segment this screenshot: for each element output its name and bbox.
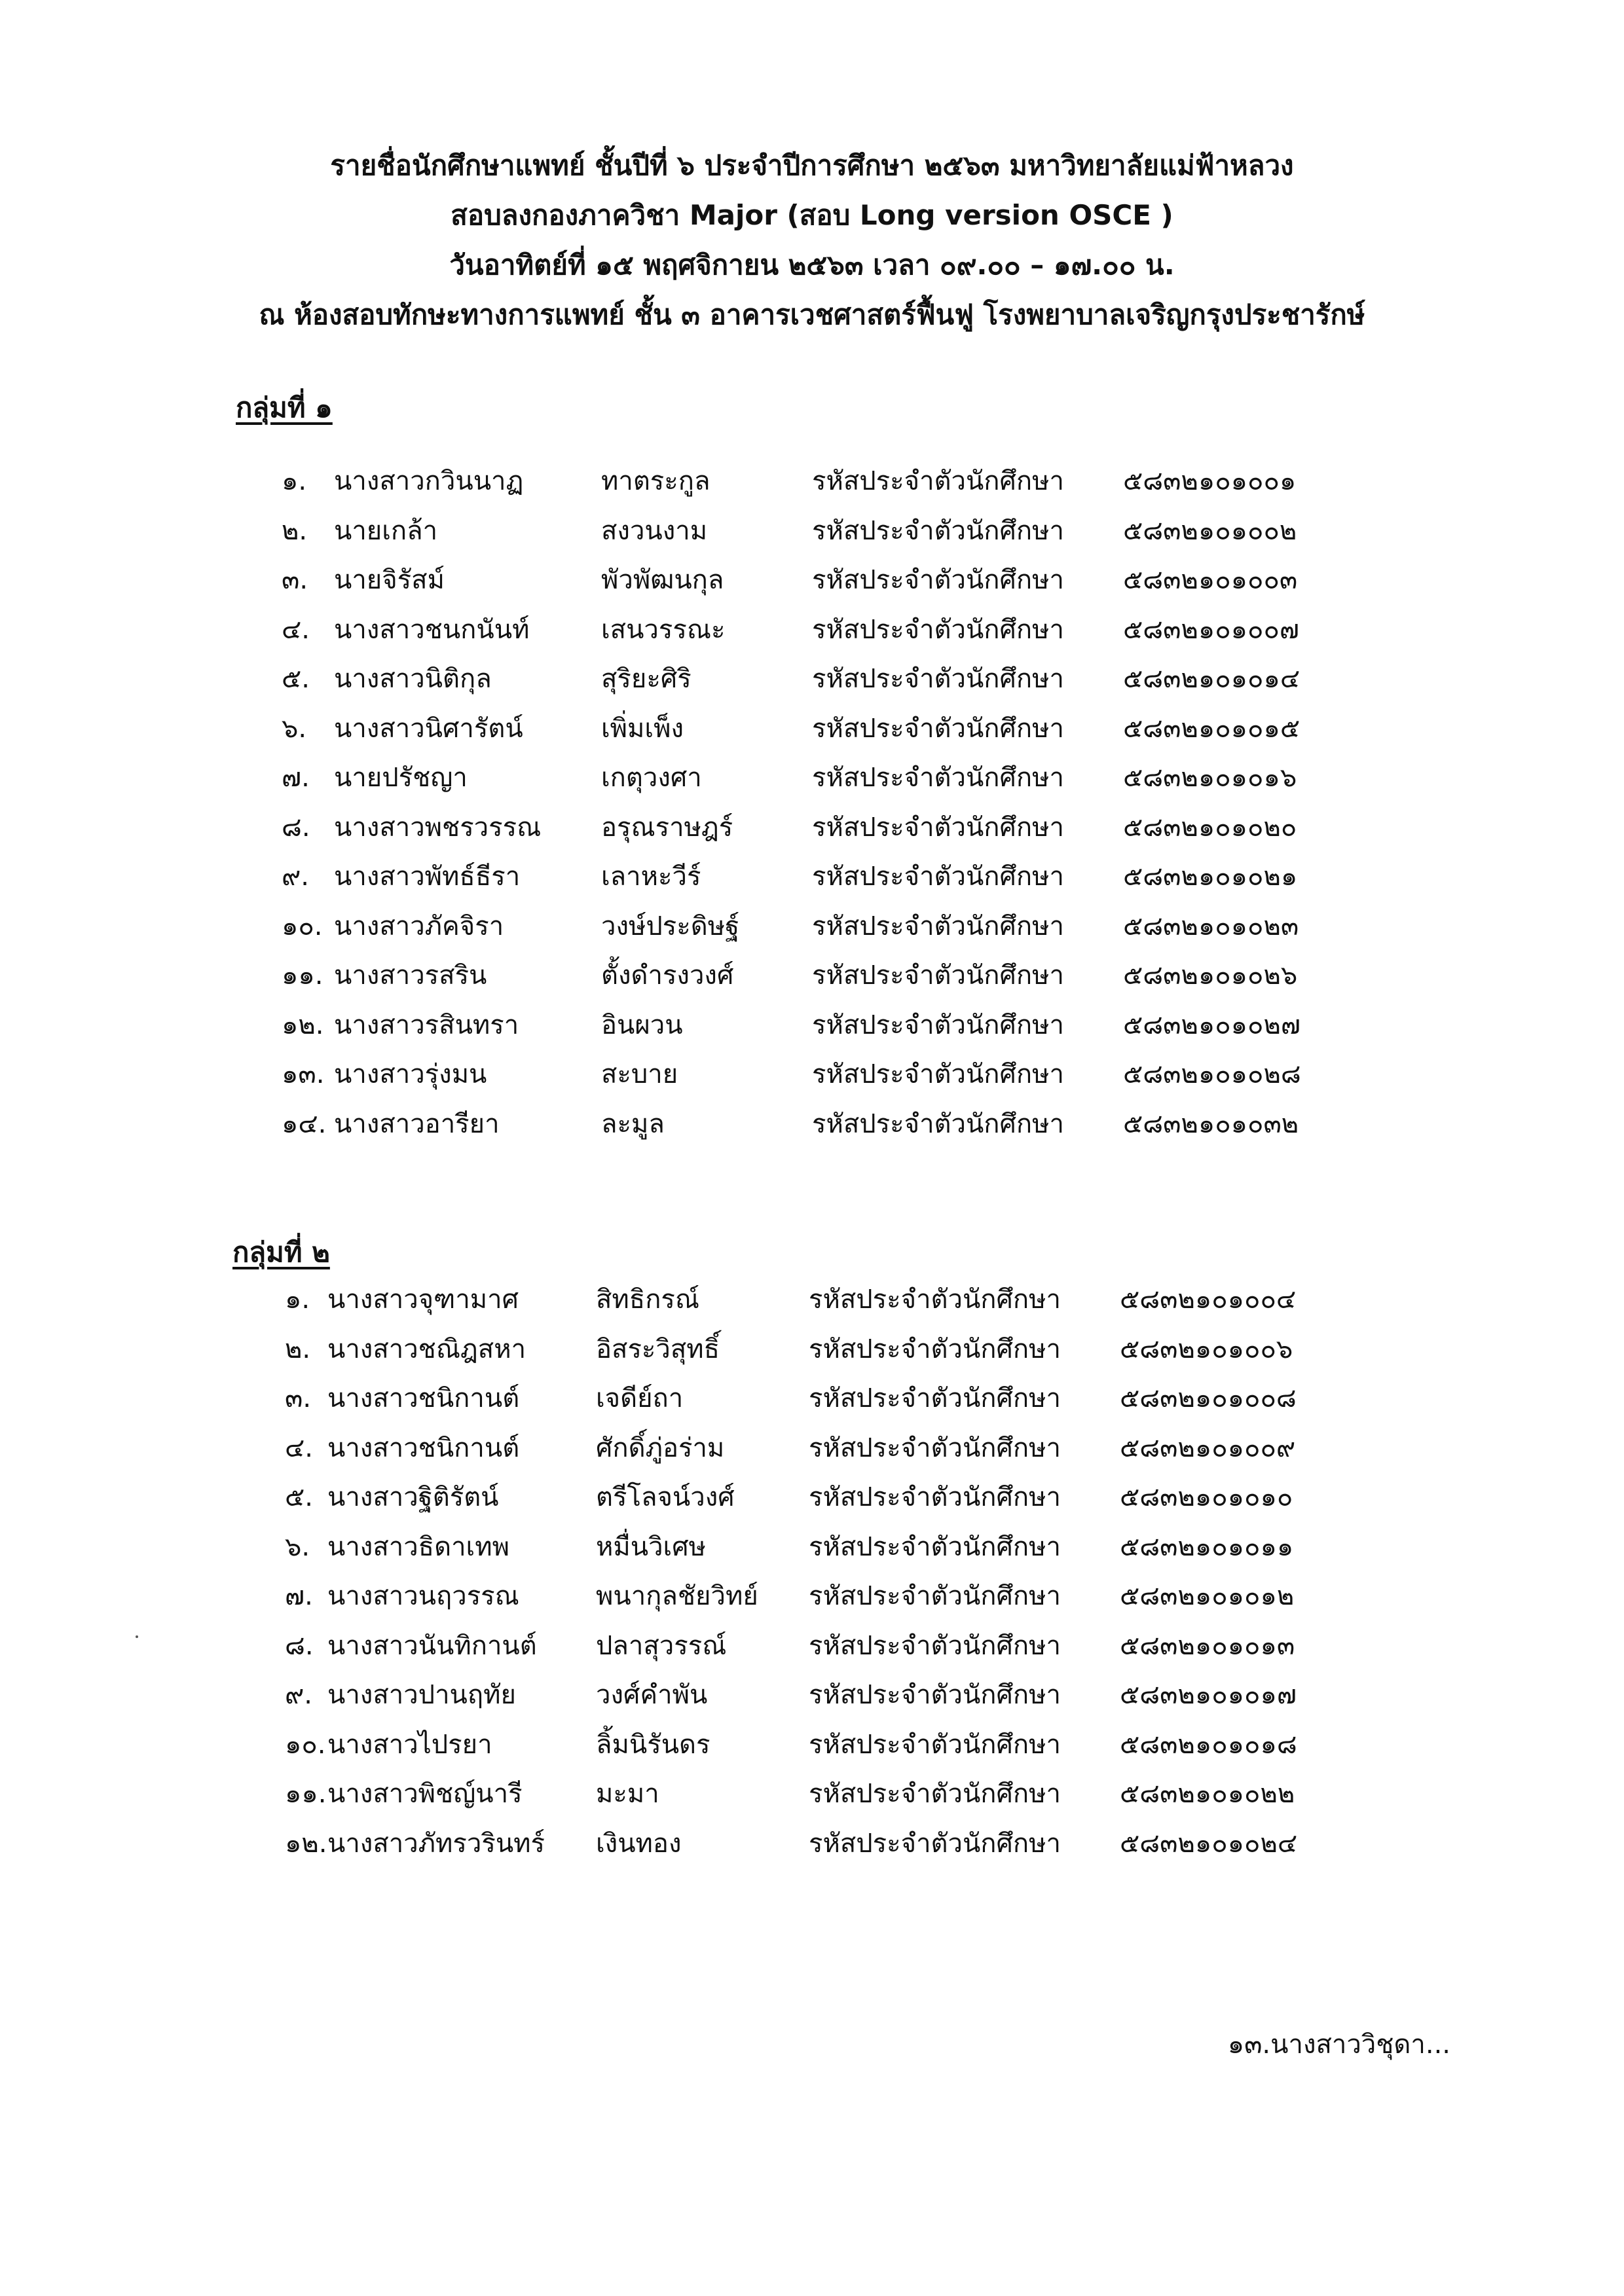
student-row — [0, 1527, 1624, 1577]
student-row — [0, 1675, 1624, 1725]
student-id-label: รหัสประจำตัวนักศึกษา — [809, 1432, 1061, 1463]
student-row — [0, 808, 1624, 858]
student-id-label: รหัสประจำตัวนักศึกษา — [812, 713, 1064, 744]
student-id-label: รหัสประจำตัวนักศึกษา — [809, 1334, 1061, 1364]
student-id-label: รหัสประจำตัวนักศึกษา — [812, 466, 1064, 496]
student-surname: ปลาสุวรรณ์ — [596, 1630, 727, 1661]
student-surname: เงินทอง — [596, 1828, 682, 1859]
row-number: ๑๐. — [282, 911, 323, 941]
row-number: ๗. — [285, 1581, 313, 1611]
row-number: ๕. — [282, 664, 310, 694]
student-row — [0, 956, 1624, 1006]
student-surname: พัวพัฒนกุล — [601, 565, 724, 595]
row-number: ๒. — [285, 1334, 311, 1364]
student-id-label: รหัสประจำตัวนักศึกษา — [809, 1531, 1061, 1562]
row-number: ๒. — [282, 515, 308, 546]
student-surname: มะมา — [596, 1779, 659, 1809]
student-name: นางสาวนันทิกานต์ — [327, 1630, 537, 1661]
student-row — [0, 1006, 1624, 1055]
header-date-line: วันอาทิตย์ที่ ๑๕ พฤศจิกายน ๒๕๖๓ เวลา ๐๙.๐๐ – ๑๗.๐๐ น. — [449, 249, 1175, 281]
student-id: ๕๘๓๒๑๐๑๐๒๐ — [1123, 812, 1297, 843]
student-surname: อรุณราษฎร์ — [601, 812, 733, 843]
row-number: ๖. — [282, 713, 307, 744]
student-name: นางสาวชนิกานต์ — [327, 1383, 520, 1413]
student-id: ๕๘๓๒๑๐๑๐๐๖ — [1120, 1334, 1293, 1364]
scan-speck — [136, 1635, 138, 1638]
student-id-label: รหัสประจำตัวนักศึกษา — [812, 1108, 1064, 1139]
row-number: ๔. — [282, 614, 310, 645]
student-surname: เสนวรรณะ — [601, 614, 726, 645]
student-id-label: รหัสประจำตัวนักศึกษา — [812, 960, 1064, 991]
student-id-label: รหัสประจำตัวนักศึกษา — [809, 1680, 1061, 1710]
student-row — [0, 1824, 1624, 1874]
student-id: ๕๘๓๒๑๐๑๐๒๖ — [1123, 960, 1298, 991]
student-row — [0, 560, 1624, 610]
student-name: นางสาวภัคจิรา — [334, 911, 504, 941]
row-number: ๑. — [285, 1285, 310, 1315]
student-name: นางสาวปานฤทัย — [327, 1680, 516, 1710]
student-row — [0, 1725, 1624, 1775]
student-id: ๕๘๓๒๑๐๑๐๒๗ — [1123, 1010, 1301, 1040]
student-name: นายปรัชญา — [334, 763, 468, 793]
student-id-label: รหัสประจำตัวนักศึกษา — [809, 1482, 1061, 1512]
student-surname: วงศ์คำพัน — [596, 1680, 708, 1710]
row-number: ๗. — [282, 763, 310, 793]
header-title-line-1: รายชื่อนักศึกษาแพทย์ ชั้นปีที่ ๖ ประจำปีการศึกษา ๒๕๖๓ มหาวิทยาลัยแม่ฟ้าหลวง — [330, 149, 1294, 181]
student-id: ๕๘๓๒๑๐๑๐๑๐ — [1120, 1482, 1293, 1512]
student-surname: ตั้งดำรงวงศ์ — [601, 960, 734, 991]
student-name: นางสาวนฤวรรณ — [327, 1581, 519, 1611]
student-id-label: รหัสประจำตัวนักศึกษา — [812, 614, 1064, 645]
student-surname: เพิ่มเพ็ง — [601, 713, 684, 744]
student-surname: หมื่นวิเศษ — [596, 1531, 706, 1562]
student-id-label: รหัสประจำตัวนักศึกษา — [809, 1581, 1061, 1611]
student-surname: เลาหะวีร์ — [601, 862, 701, 892]
student-row — [0, 1478, 1624, 1527]
student-surname: สุริยะศิริ — [601, 664, 692, 694]
student-name: นางสาวรสริน — [334, 960, 487, 991]
student-id-label: รหัสประจำตัวนักศึกษา — [812, 911, 1064, 941]
student-row — [0, 1576, 1624, 1626]
student-name: นางสาวฐิติรัตน์ — [327, 1482, 499, 1512]
student-id-label: รหัสประจำตัวนักศึกษา — [812, 862, 1064, 892]
student-id: ๕๘๓๒๑๐๑๐๐๔ — [1120, 1285, 1297, 1315]
student-id: ๕๘๓๒๑๐๑๐๑๓ — [1120, 1630, 1295, 1661]
student-name: นางสาวรุ่งมน — [334, 1059, 487, 1089]
student-id: ๕๘๓๒๑๐๑๐๐๗ — [1123, 614, 1299, 645]
student-name: นางสาวนิศารัตน์ — [334, 713, 523, 744]
student-name: นางสาวพิชญ์นารี — [327, 1779, 523, 1809]
student-id-label: รหัสประจำตัวนักศึกษา — [809, 1779, 1061, 1809]
row-number: ๕. — [285, 1482, 313, 1512]
student-id: ๕๘๓๒๑๐๑๐๒๓ — [1123, 911, 1299, 941]
student-row — [0, 1626, 1624, 1676]
student-surname: ลิ้มนิรันดร — [596, 1729, 710, 1760]
group-2-title: กลุ่มที่ ๒ — [232, 1236, 330, 1268]
continuation-note: ๑๓.นางสาววิชุดา... — [1227, 2030, 1450, 2060]
student-surname: อินผวน — [601, 1010, 683, 1040]
student-surname: อิสระวิสุทธิ์ — [596, 1334, 720, 1364]
row-number: ๑๓. — [282, 1059, 325, 1089]
student-name: นายจิรัสม์ — [334, 565, 445, 595]
student-surname: เจดีย์ถา — [596, 1383, 684, 1413]
student-name: นางสาวชนิกานต์ — [327, 1432, 520, 1463]
student-id: ๕๘๓๒๑๐๑๐๑๕ — [1123, 713, 1301, 744]
student-name: นางสาวพชรวรรณ — [334, 812, 542, 843]
student-id-label: รหัสประจำตัวนักศึกษา — [809, 1729, 1061, 1760]
student-id: ๕๘๓๒๑๐๑๐๐๑ — [1123, 466, 1297, 496]
student-row — [0, 1055, 1624, 1104]
student-name: นางสาวธิดาเทพ — [327, 1531, 509, 1562]
student-id-label: รหัสประจำตัวนักศึกษา — [812, 763, 1064, 793]
student-id: ๕๘๓๒๑๐๑๐๒๑ — [1123, 862, 1298, 892]
row-number: ๑๑. — [285, 1779, 327, 1809]
student-name: นางสาวรสินทรา — [334, 1010, 519, 1040]
student-name: นางสาวจุฑามาศ — [327, 1285, 519, 1315]
student-surname: ทาตระกูล — [601, 466, 710, 496]
student-surname: ละมูล — [601, 1108, 665, 1139]
student-row — [0, 1774, 1624, 1824]
student-id: ๕๘๓๒๑๐๑๐๐๒ — [1123, 515, 1297, 546]
student-id-label: รหัสประจำตัวนักศึกษา — [812, 565, 1064, 595]
student-surname: ศักดิ์ภู่อร่าม — [596, 1432, 725, 1463]
student-row — [0, 907, 1624, 957]
student-id: ๕๘๓๒๑๐๑๐๑๑ — [1120, 1531, 1294, 1562]
student-surname: สิทธิกรณ์ — [596, 1285, 700, 1315]
student-id-label: รหัสประจำตัวนักศึกษา — [812, 664, 1064, 694]
student-id: ๕๘๓๒๑๐๑๐๑๘ — [1120, 1729, 1297, 1760]
student-row — [0, 1379, 1624, 1429]
student-id-label: รหัสประจำตัวนักศึกษา — [812, 812, 1064, 843]
student-row — [0, 659, 1624, 709]
student-id: ๕๘๓๒๑๐๑๐๐๘ — [1120, 1383, 1297, 1413]
student-row — [0, 462, 1624, 511]
student-id-label: รหัสประจำตัวนักศึกษา — [809, 1383, 1061, 1413]
student-surname: เกตุวงศา — [601, 763, 702, 793]
row-number: ๔. — [285, 1432, 313, 1463]
student-surname: ตรีโลจน์วงศ์ — [596, 1482, 735, 1512]
student-row — [0, 1330, 1624, 1379]
student-id: ๕๘๓๒๑๐๑๐๒๒ — [1120, 1779, 1295, 1809]
header-title-line-2: สอบลงกองภาควิชา Major (สอบ Long version OSCE ) — [451, 199, 1173, 231]
student-row — [0, 1429, 1624, 1478]
student-row — [0, 1280, 1624, 1330]
student-id: ๕๘๓๒๑๐๑๐๓๒ — [1123, 1108, 1299, 1139]
row-number: ๓. — [282, 565, 308, 595]
student-name: นางสาวอารียา — [334, 1108, 500, 1139]
student-id: ๕๘๓๒๑๐๑๐๒๔ — [1120, 1828, 1298, 1859]
row-number: ๙. — [282, 862, 310, 892]
student-row — [0, 709, 1624, 759]
row-number: ๑. — [282, 466, 307, 496]
student-name: นางสาวพัทธ์ธีรา — [334, 862, 521, 892]
row-number: ๑๐. — [285, 1729, 326, 1760]
student-id-label: รหัสประจำตัวนักศึกษา — [809, 1285, 1061, 1315]
student-id-label: รหัสประจำตัวนักศึกษา — [812, 515, 1064, 546]
student-name: นางสาวไปรยา — [327, 1729, 492, 1760]
student-name: นางสาวชณิฎสหา — [327, 1334, 526, 1364]
student-id-label: รหัสประจำตัวนักศึกษา — [812, 1010, 1064, 1040]
student-row — [0, 610, 1624, 660]
student-id: ๕๘๓๒๑๐๑๐๑๒ — [1120, 1581, 1295, 1611]
student-surname: พนากุลชัยวิทย์ — [596, 1581, 758, 1611]
student-id: ๕๘๓๒๑๐๑๐๑๔ — [1123, 664, 1301, 694]
student-surname: วงษ์ประดิษฐ์ — [601, 911, 740, 941]
group-1-title: กลุ่มที่ ๑ — [236, 392, 333, 424]
student-row — [0, 758, 1624, 808]
student-row — [0, 1104, 1624, 1154]
row-number: ๙. — [285, 1680, 313, 1710]
header-location-line: ณ ห้องสอบทักษะทางการแพทย์ ชั้น ๓ อาคารเวชศาสตร์ฟื้นฟู โรงพยาบาลเจริญกรุงประชารักษ์ — [259, 299, 1365, 331]
student-surname: สะบาย — [601, 1059, 678, 1089]
student-row — [0, 511, 1624, 561]
student-id-label: รหัสประจำตัวนักศึกษา — [809, 1828, 1061, 1859]
student-id: ๕๘๓๒๑๐๑๐๑๗ — [1120, 1680, 1297, 1710]
student-id-label: รหัสประจำตัวนักศึกษา — [812, 1059, 1064, 1089]
row-number: ๑๒. — [282, 1010, 324, 1040]
student-name: นางสาวชนกนันท์ — [334, 614, 530, 645]
row-number: ๑๒. — [285, 1828, 327, 1859]
student-surname: สงวนงาม — [601, 515, 708, 546]
student-id: ๕๘๓๒๑๐๑๐๐๙ — [1120, 1432, 1296, 1463]
row-number: ๓. — [285, 1383, 312, 1413]
row-number: ๖. — [285, 1531, 310, 1562]
row-number: ๑๑. — [282, 960, 323, 991]
student-id-label: รหัสประจำตัวนักศึกษา — [809, 1630, 1061, 1661]
student-name: นายเกล้า — [334, 515, 438, 546]
row-number: ๑๔. — [282, 1108, 327, 1139]
student-id: ๕๘๓๒๑๐๑๐๒๘ — [1123, 1059, 1301, 1089]
student-id: ๕๘๓๒๑๐๑๐๑๖ — [1123, 763, 1297, 793]
student-row — [0, 857, 1624, 907]
student-name: นางสาวภัทรวรินทร์ — [327, 1828, 545, 1859]
student-name: นางสาวนิติกุล — [334, 664, 492, 694]
student-id: ๕๘๓๒๑๐๑๐๐๓ — [1123, 565, 1298, 595]
row-number: ๘. — [282, 812, 310, 843]
student-name: นางสาวกวินนาฏ — [334, 466, 524, 496]
row-number: ๘. — [285, 1630, 314, 1661]
